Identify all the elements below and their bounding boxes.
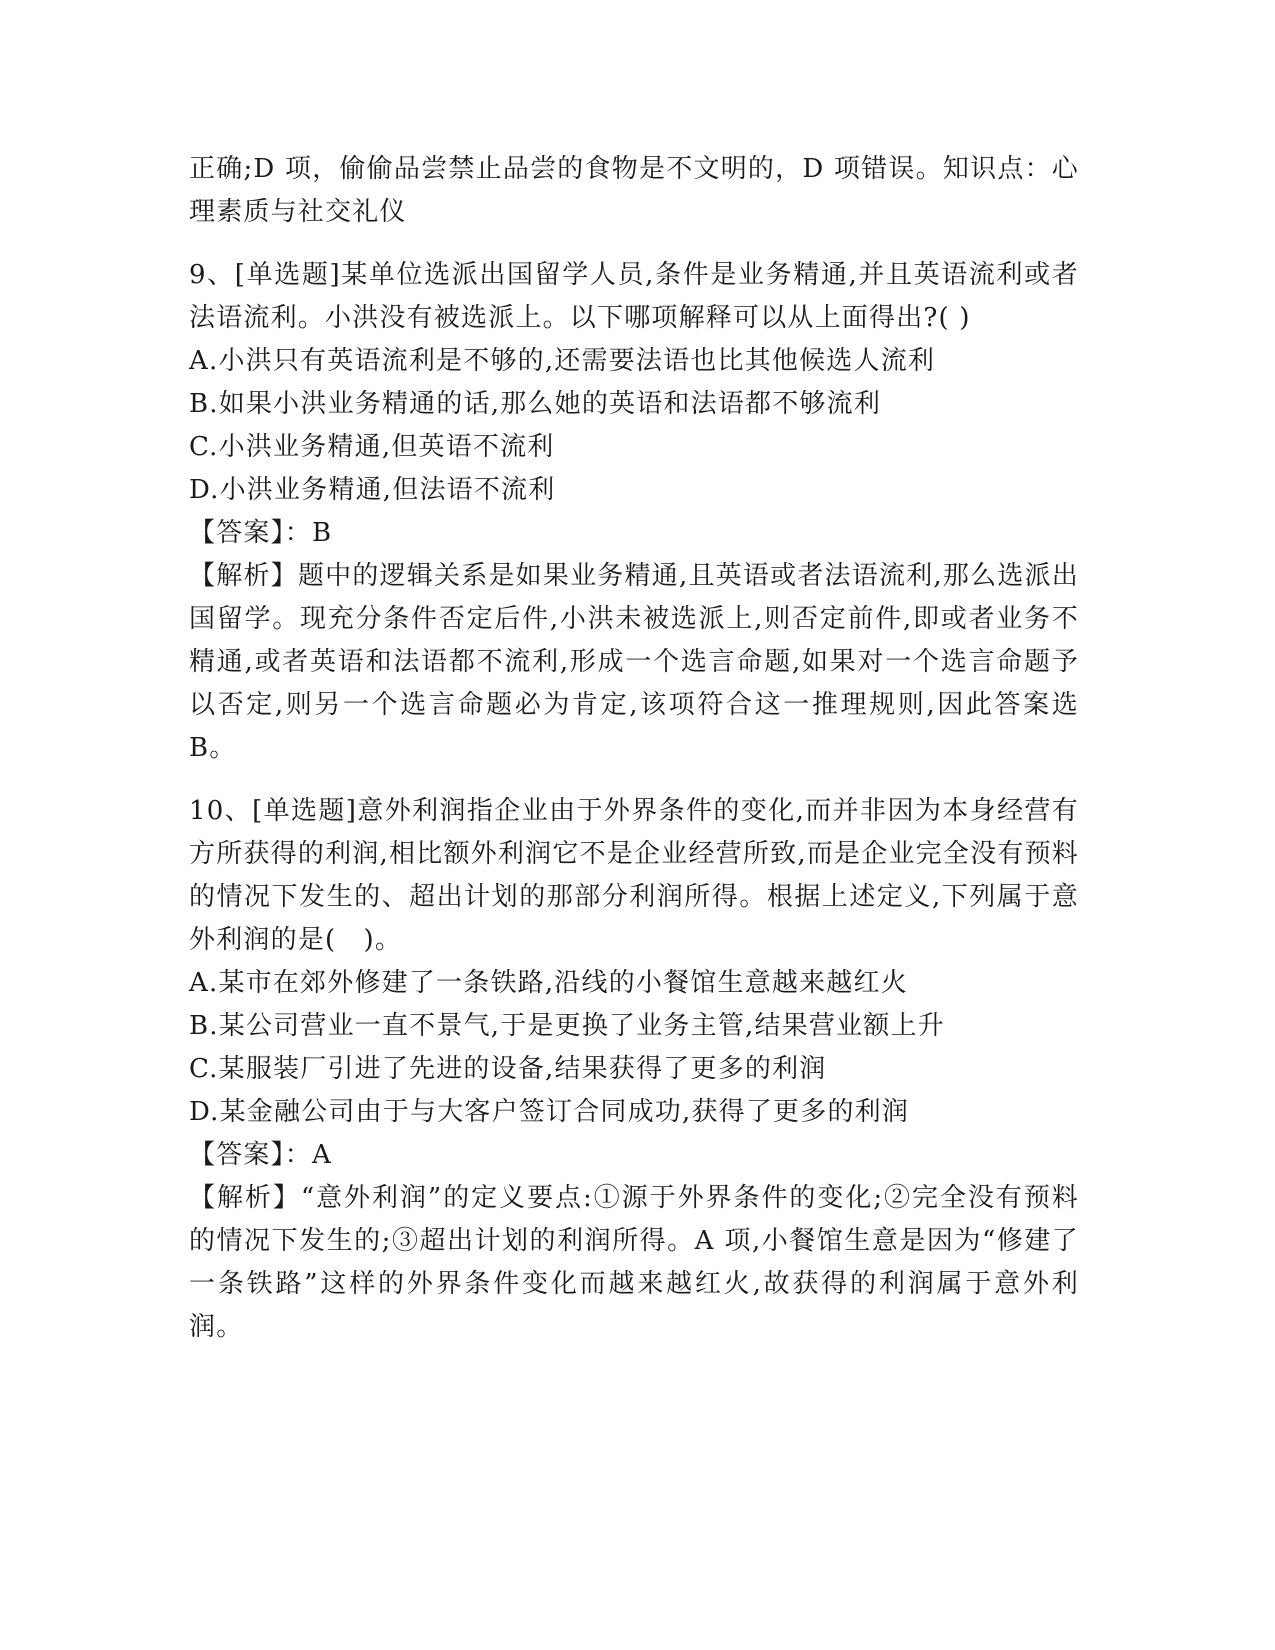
- option-d: D.小洪业务精通,但法语不流利: [189, 475, 556, 505]
- question-stem: 9、[单选题]某单位选派出国留学人员,条件是业务精通,并且英语流利或者法语流利。小洪没有被选派上。以下哪项解释可以从上面得出?( ): [189, 260, 1079, 333]
- option-a: A.某市在郊外修建了一条铁路,沿线的小餐馆生意越来越红火: [189, 968, 908, 998]
- question-9: [189, 254, 1079, 770]
- option-a: A.小洪只有英语流利是不够的,还需要法语也比其他候选人流利: [189, 346, 936, 376]
- answer-line: 【答案】：B: [189, 518, 333, 548]
- option-b: B.某公司营业一直不景气,于是更换了业务主管,结果营业额上升: [189, 1011, 945, 1041]
- option-c: C.某服装厂引进了先进的设备,结果获得了更多的利润: [189, 1054, 827, 1084]
- document-page: [189, 148, 1079, 1349]
- option-d: D.某金融公司由于与大客户签订合同成功,获得了更多的利润: [189, 1097, 910, 1127]
- option-b: B.如果小洪业务精通的话,那么她的英语和法语都不够流利: [189, 389, 882, 419]
- analysis-paragraph: 【解析】题中的逻辑关系是如果业务精通,且英语或者法语流利,那么选派出国留学。现充分条件否定后件,小洪未被选派上,则否定前件,即或者业务不精通,或者英语和法语都不流利,形成一个选言命题,如果对一个选言命题予以否定,则另一个选言命题必为肯定,该项符合这一推理规则,因此答案选 B。: [189, 561, 1079, 763]
- section-gap: [189, 234, 1079, 254]
- answer-line: 【答案】：A: [189, 1140, 332, 1170]
- option-c: C.小洪业务精通,但英语不流利: [189, 432, 555, 462]
- intro-paragraph: 正确;D 项，偷偷品尝禁止品尝的食物是不文明的，D 项错误。知识点：心理素质与社交礼仪: [189, 154, 1079, 227]
- analysis-paragraph: 【解析】“意外利润”的定义要点:①源于外界条件的变化;②完全没有预料的情况下发生的;③超出计划的利润所得。A 项,小餐馆生意是因为“修建了一条铁路”这样的外界条件变化而越来越红火,故获得的利润属于意外利润。: [189, 1183, 1079, 1342]
- section-gap: [189, 770, 1079, 790]
- question-10: [189, 790, 1079, 1349]
- question-stem: 10、[单选题]意外利润指企业由于外界条件的变化,而并非因为本身经营有方所获得的利润,相比额外利润它不是企业经营所致,而是企业完全没有预料的情况下发生的、超出计划的那部分利润所得。根据上述定义,下列属于意外利润的是( )。: [189, 796, 1079, 955]
